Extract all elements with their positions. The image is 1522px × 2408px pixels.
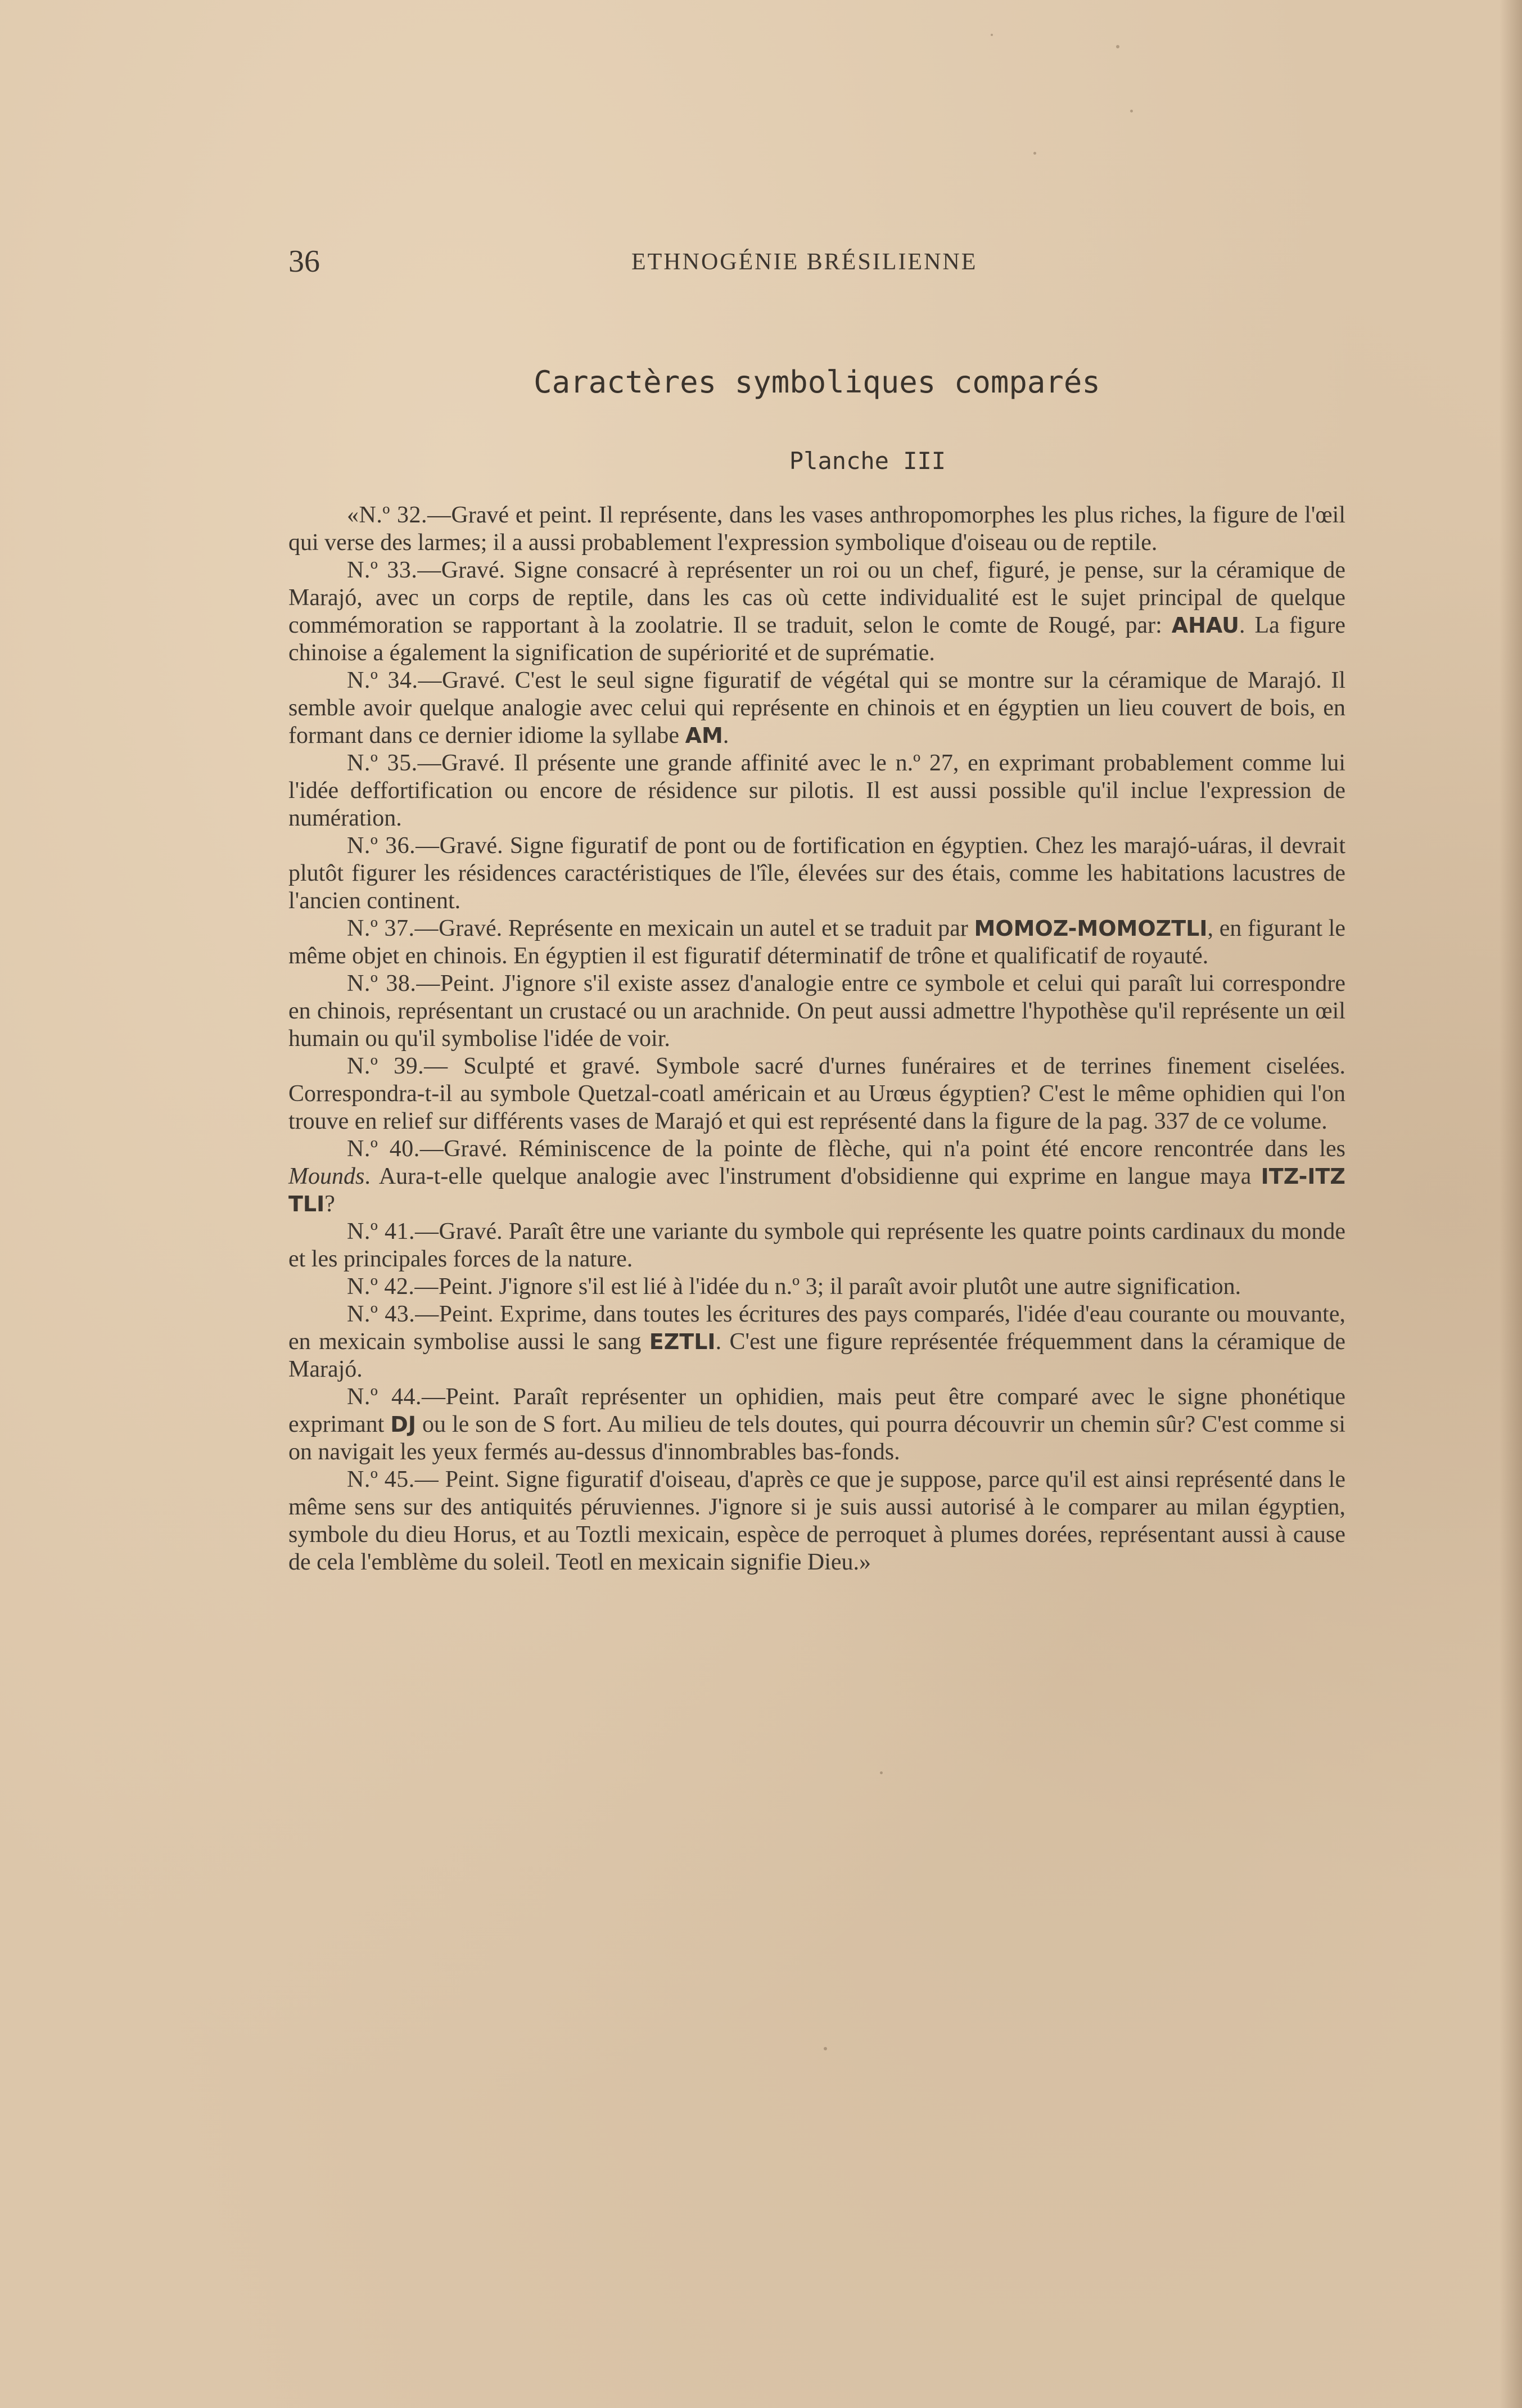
page-number: 36 [288,244,320,279]
entry-number: N.º 38.— [347,971,440,996]
entry-number: N.º 40.— [347,1136,444,1162]
entry-text: Gravé. Réminiscence de la pointe de flèche, qui n'a point été encore rencontrée dans les [444,1136,1345,1162]
entry-34 [288,667,1345,750]
entry-43 [288,1301,1345,1383]
entry-42 [288,1273,1345,1301]
entry-text: Gravé et peint. Il représente, dans les vases anthropomorphes les plus riches, la figure de l'œil qui verse des larmes; il a aussi probablement l'expression symbolique d'oiseau ou de reptile. [288,502,1346,556]
paper-speck [991,34,993,36]
entry-number: N.º 34.— [347,668,442,693]
entry-text: Peint. Exprime, dans toutes les écritures des pays comparés, l'idée d'eau courante ou mouvante, en mexicain symbolise aussi le sang [288,1301,1345,1355]
entry-text: , en figurant le même objet en chinois. En égyptien il est figuratif déterminatif de trône et qualificatif de royauté. [288,916,1346,969]
entry-number: N.º 33.— [347,557,441,583]
glyph-term: DJ [390,1412,416,1437]
glyph-term: AHAU [1171,613,1240,638]
entry-32 [288,502,1345,557]
running-head [288,242,1345,281]
running-title: ETHNOGÉNIE BRÉSILIENNE [631,249,978,275]
entry-text: . C'est une figure représentée fréquemment dans la céramique de Marajó. [288,1329,1345,1382]
entry-number: N.º 43.— [347,1301,439,1327]
glyph-term: EZTLI [649,1329,716,1354]
entry-number: N.º 42.— [347,1274,439,1300]
paper-speck [824,2047,827,2050]
plate-title: Planche III [789,447,946,475]
entry-number: N.º 39.— [347,1053,464,1079]
entry-text: Gravé. Signe consacré à représenter un roi ou un chef, figuré, je pense, sur la céramique de Marajó, avec un corps de reptile, dans les cas où cette individualité est le sujet principal de quelque commémoration se rapportant à la zoolatrie. Il se traduit, selon le comte de Rougé, par: [288,557,1345,638]
entry-38 [288,970,1345,1053]
page-edge-shadow [1500,0,1522,2408]
body-text [288,502,1345,1576]
entry-number: N.º 35.— [347,750,442,776]
entry-37 [288,915,1345,970]
entry-text: ou le son de S fort. Au milieu de tels doutes, qui pourra découvrir un chemin sûr? C'est comme si on navigait les yeux fermés au-dessus d'innombrables bas-fonds. [288,1412,1346,1465]
entry-text: Gravé. C'est le seul signe figuratif de végétal qui se montre sur la céramique de Marajó. Il semble avoir quelque analogie avec celui qui représente en chinois et en égyptien un lieu couvert de bois, en formant dans ce dernier idiome la syllabe [288,668,1346,748]
entry-number: N.º 44.— [347,1384,446,1410]
entry-text: Gravé. Représente en mexicain un autel et se traduit par [439,916,974,941]
entry-45 [288,1466,1345,1576]
italic-term: Mounds [288,1164,365,1189]
entry-text: Peint. J'ignore s'il est lié à l'idée du n.º 3; il paraît avoir plutôt une autre signification. [438,1274,1241,1300]
section-title: Caractères symboliques comparés [534,364,1100,400]
entry-number: N.º 45.— [347,1467,445,1492]
entry-text: Peint. Paraît représenter un ophidien, mais peut être comparé avec le signe phonétique exprimant [288,1384,1345,1437]
paper-speck [1130,110,1133,112]
entry-41 [288,1218,1345,1273]
entry-text: . [722,723,729,748]
entry-number: «N.º 32.— [347,502,451,528]
entry-text: Gravé. Signe figuratif de pont ou de fortification en égyptien. Chez les marajó-uáras, il devrait plutôt figurer les résidences caractéristiques de l'île, élevées sur des étais, comme les habitations lacustres de l'ancien continent. [288,833,1345,914]
entry-text: Gravé. Il présente une grande affinité avec le n.º 27, en exprimant probablement comme lui l'idée deffortification ou encore de résidence sur pilotis. Il est aussi possible qu'il inclue l'expression de numération. [288,750,1345,831]
paper-speck [880,1771,883,1774]
entry-44 [288,1383,1345,1466]
entry-text: Peint. J'ignore s'il existe assez d'analogie entre ce symbole et celui qui paraît lui correspondre en chinois, représentant un crustacé ou un arachnide. On peut aussi admettre l'hypothèse qu'il représente un œil humain ou qu'il symbolise l'idée de voir. [288,971,1346,1052]
paper-speck [1033,152,1036,155]
paper-speck [1116,45,1119,48]
entry-33 [288,557,1345,667]
entry-35 [288,750,1345,832]
entry-text: Gravé. Paraît être une variante du symbole qui représente les quatre points cardinaux du monde et les principales forces de la nature. [288,1219,1346,1272]
entry-number: N.º 37.— [347,916,439,941]
entry-40 [288,1135,1345,1218]
entry-39 [288,1053,1345,1135]
entry-text: Peint. Signe figuratif d'oiseau, d'après ce que je suppose, parce qu'il est ainsi représenté dans le même sens sur des antiquités péruviennes. J'ignore si je suis aussi autorisé à le comparer au milan égyptien, symbole du dieu Horus, et au Toztli mexicain, espèce de perroquet à plumes dorées, représentant aussi à cause de cela l'emblème du soleil. Teotl en mexicain signifie Dieu.» [288,1467,1346,1575]
entry-text: Sculpté et gravé. Symbole sacré d'urnes funéraires et de terrines finement ciselées. Correspondra-t-il au symbole Quetzal-coatl américain et au Urœus égyptien? C'est le même ophidien qui l'on trouve en relief sur différents vases de Marajó et qui est représenté dans la figure de la pag. 337 de ce volume. [288,1053,1346,1134]
glyph-term: MOMOZ-MOMOZTLI [974,916,1208,941]
entry-36 [288,832,1345,915]
glyph-term: AM [685,723,723,748]
entry-text: . Aura-t-elle quelque analogie avec l'instrument d'obsidienne qui exprime en langue maya [364,1164,1261,1189]
entry-text: ? [324,1191,335,1217]
entry-number: N.º 41.— [347,1219,439,1244]
entry-text: . La figure chinoise a également la signification de supériorité et de suprématie. [288,612,1345,666]
entry-number: N.º 36.— [347,833,440,859]
glyph-term: ITZ-ITZ TLI [288,1164,1345,1216]
